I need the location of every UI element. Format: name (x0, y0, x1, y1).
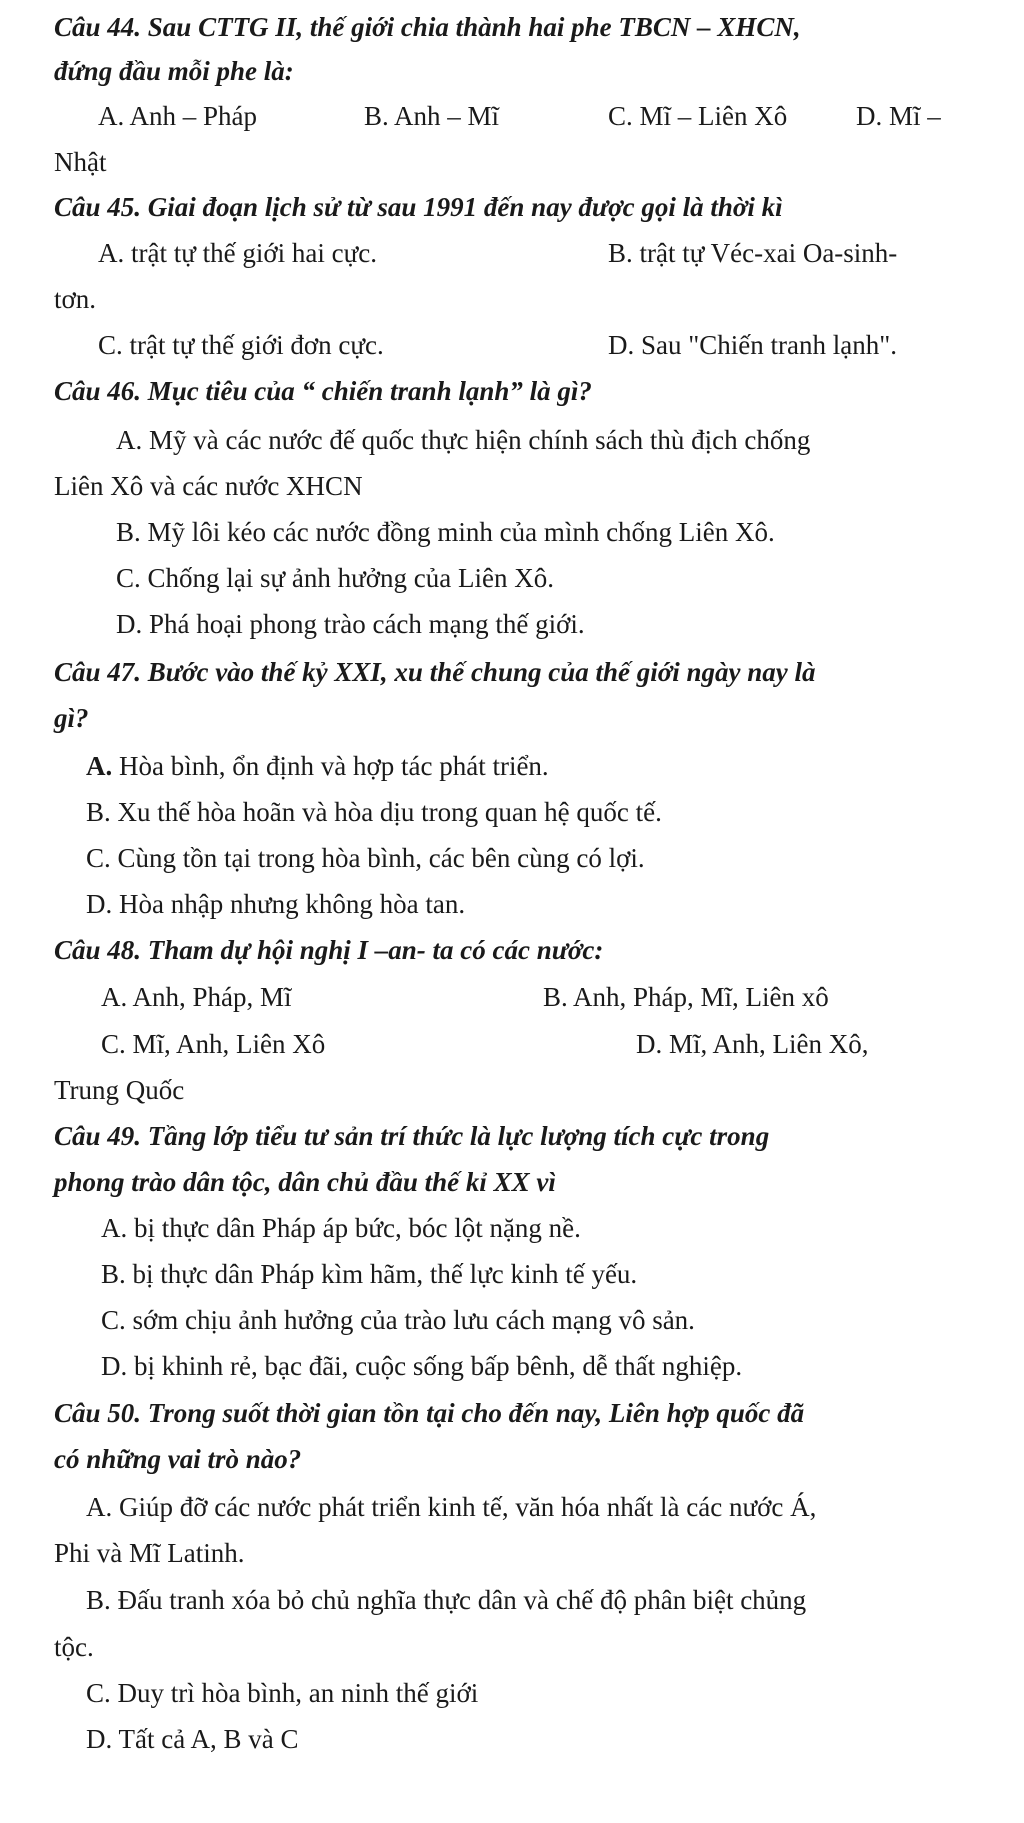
question-49-option-b: B. bị thực dân Pháp kìm hãm, thế lực kinh tế yếu. (101, 1259, 638, 1289)
question-44-option-d-cont: Nhật (54, 147, 107, 177)
question-50-option-c: C. Duy trì hòa bình, an ninh thế giới (86, 1678, 479, 1708)
question-49-option-d: D. bị khinh rẻ, bạc đãi, cuộc sống bấp bênh, dễ thất nghiệp. (101, 1351, 743, 1381)
question-44-stem-line-1: Câu 44. Sau CTTG II, thế giới chia thành hai phe TBCN – XHCN, (54, 12, 801, 42)
question-48-option-d: D. Mĩ, Anh, Liên Xô, (636, 1029, 869, 1059)
question-46-option-d: D. Phá hoại phong trào cách mạng thế giới. (116, 609, 585, 639)
question-50-stem-line-1: Câu 50. Trong suốt thời gian tồn tại cho đến nay, Liên hợp quốc đã (54, 1398, 805, 1428)
question-45-number: Câu 45. (54, 192, 142, 222)
question-49-option-a: A. bị thực dân Pháp áp bức, bóc lột nặng nề. (101, 1213, 581, 1243)
question-48-option-c: C. Mĩ, Anh, Liên Xô (101, 1029, 326, 1059)
question-46-option-a-cont: Liên Xô và các nước XHCN (54, 471, 363, 501)
question-44-option-a: A. Anh – Pháp (98, 101, 258, 131)
question-50-number: Câu 50. (54, 1398, 142, 1428)
question-45-option-d: D. Sau "Chiến tranh lạnh". (608, 330, 897, 360)
question-49-stem-line-2: phong trào dân tộc, dân chủ đầu thế kỉ XX vì (54, 1167, 556, 1197)
question-45-option-b-cont: tơn. (54, 284, 97, 314)
question-49-option-c: C. sớm chịu ảnh hưởng của trào lưu cách mạng vô sản. (101, 1305, 695, 1335)
question-45-option-a: A. trật tự thế giới hai cực. (98, 238, 377, 268)
question-44-stem-line-2: đứng đầu mỗi phe là: (54, 56, 294, 86)
question-48-option-d-cont: Trung Quốc (54, 1075, 185, 1105)
question-46-stem-line-1: Câu 46. Mục tiêu của “ chiến tranh lạnh” là gì? (54, 376, 592, 406)
question-47-stem-line-2: gì? (54, 703, 89, 733)
question-47-option-b: B. Xu thế hòa hoãn và hòa dịu trong quan hệ quốc tế. (86, 797, 662, 827)
question-46-option-c: C. Chống lại sự ảnh hưởng của Liên Xô. (116, 563, 554, 593)
question-48-option-b: B. Anh, Pháp, Mĩ, Liên xô (543, 982, 829, 1012)
question-46-option-b: B. Mỹ lôi kéo các nước đồng minh của mình chống Liên Xô. (116, 517, 775, 547)
question-47-stem-line-1: Câu 47. Bước vào thế kỷ XXI, xu thế chung của thế giới ngày nay là (54, 657, 816, 687)
question-50-option-d: D. Tất cả A, B và C (86, 1724, 299, 1754)
question-48-stem-line-1: Câu 48. Tham dự hội nghị I –an- ta có các nước: (54, 935, 604, 965)
question-44-option-b: B. Anh – Mĩ (364, 101, 500, 131)
question-45-stem-line-1: Câu 45. Giai đoạn lịch sử từ sau 1991 đến nay được gọi là thời kì (54, 192, 783, 222)
question-49-stem-line-1: Câu 49. Tầng lớp tiểu tư sản trí thức là lực lượng tích cực trong (54, 1121, 770, 1151)
question-47-option-a: A. Hòa bình, ổn định và hợp tác phát triển. (86, 751, 549, 781)
question-44-option-d: D. Mĩ – (856, 101, 941, 131)
question-47-option-c: C. Cùng tồn tại trong hòa bình, các bên cùng có lợi. (86, 843, 645, 873)
question-46-option-a: A. Mỹ và các nước đế quốc thực hiện chính sách thù địch chống (116, 425, 811, 455)
question-49-number: Câu 49. (54, 1121, 142, 1151)
question-48-option-a: A. Anh, Pháp, Mĩ (101, 982, 292, 1012)
question-47-option-a-letter: A. (86, 751, 113, 781)
question-45-option-b: B. trật tự Véc-xai Oa-sinh- (608, 238, 898, 268)
question-50-option-b-cont: tộc. (54, 1632, 94, 1662)
question-44-option-c: C. Mĩ – Liên Xô (608, 101, 788, 131)
question-47-option-d: D. Hòa nhập nhưng không hòa tan. (86, 889, 466, 919)
question-48-number: Câu 48. (54, 935, 142, 965)
question-46-number: Câu 46. (54, 376, 142, 406)
question-45-option-c: C. trật tự thế giới đơn cực. (98, 330, 384, 360)
question-50-option-b: B. Đấu tranh xóa bỏ chủ nghĩa thực dân và chế độ phân biệt chủng (86, 1585, 807, 1615)
question-50-option-a-cont: Phi và Mĩ Latinh. (54, 1538, 245, 1568)
question-47-number: Câu 47. (54, 657, 142, 687)
question-50-option-a: A. Giúp đỡ các nước phát triển kinh tế, văn hóa nhất là các nước Á, (86, 1492, 817, 1522)
question-44-number: Câu 44. (54, 12, 142, 42)
question-50-stem-line-2: có những vai trò nào? (54, 1444, 302, 1474)
